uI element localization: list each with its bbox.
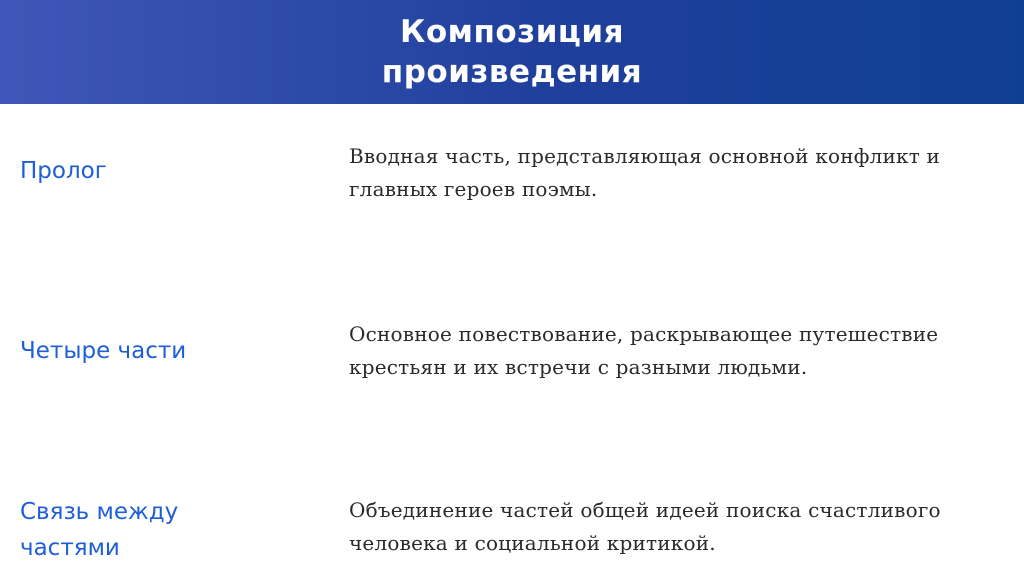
term-connection [20,494,280,566]
description-connection [349,494,1009,560]
description-prologue [349,140,1009,206]
description-line: Объединение частей общей идеей поиска счастливого [349,498,941,522]
term-line: Связь между [20,499,179,525]
description-four-parts [349,318,1009,384]
description-line: главных героев поэмы. [349,177,598,201]
page-title-line-1: Композиция [399,14,625,50]
description-line: крестьян и их встречи с разными людьми. [349,355,808,379]
description-line: человека и социальной критикой. [349,531,716,555]
term-line: частями [20,535,120,561]
description-line: Вводная часть, представляющая основной конфликт и [349,144,941,168]
description-line: Основное повествование, раскрывающее путешествие [349,322,939,346]
page-title-line-2: произведения [381,54,643,90]
term-four-parts: Четыре части [20,338,187,364]
term-prologue: Пролог [20,158,107,184]
title-banner [0,0,1024,104]
